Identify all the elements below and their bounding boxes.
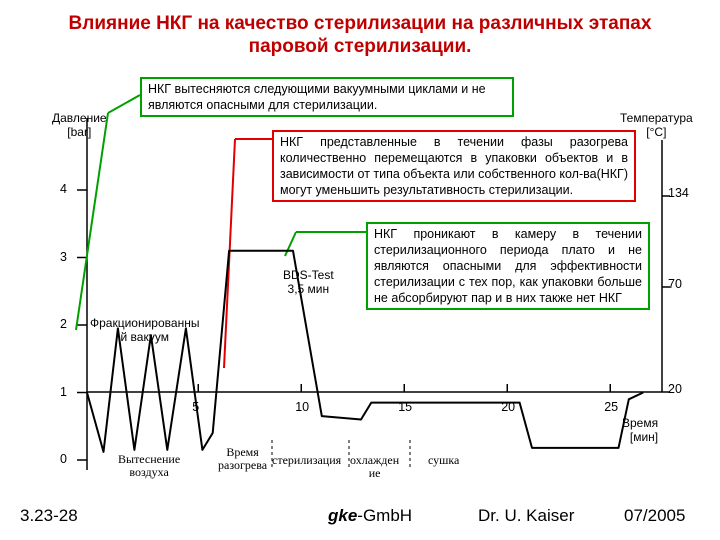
fractional-vacuum-label: Фракционированны й вакуум [90,316,200,344]
green-pointer-line-top [108,95,140,113]
y-right-tick-label-70: 70 [668,277,682,291]
title-line-2: паровой стерилизации. [248,36,472,57]
bds-test-duration: 3,5 мин [287,282,330,296]
green-pointer-line-right [285,232,296,256]
slide-code: 3.23-28 [20,506,78,525]
green-pointer-line [76,113,108,330]
slide-date: 07/2005 [624,506,686,525]
x-tick-label-20: 20 [501,400,516,414]
bds-test-label [283,268,334,296]
y-ticks-right [662,196,670,392]
author-name: Dr. U. Kaiser [478,506,575,525]
company-name-rest: -GmbH [357,506,413,525]
y-left-tick-label-3: 3 [60,249,67,264]
y-right-tick-label-20: 20 [668,382,682,396]
callout-right: НКГ проникают в камеру в течении стерилизационного периода плато и не являются опасными для эффективности стерилизации с тех пор, как упаковки больше не абсорбируют пар и в них также нет НКГ [366,222,650,310]
company-name [328,506,412,526]
phase-heating: Время разогрева [218,445,268,472]
x-tick-label-15: 15 [398,400,413,414]
company-name-italic: gke [328,506,358,525]
callout-top: НКГ вытесняются следующими вакуумными циклами и не являются опасными для стерилизации. [140,77,514,117]
x-axis-label: Время [мин] [622,416,659,444]
y-left-tick-label-2: 2 [60,317,67,331]
phase-sterilization: стерилизация [272,453,342,467]
y-axis-right-label: Температура [°C] [620,111,693,139]
bds-test-name: BDS-Test [283,268,334,282]
x-tick-label-25: 25 [604,400,619,414]
phase-drying: сушка [428,453,460,467]
x-tick-label-5: 5 [192,400,200,414]
y-ticks-left [77,190,87,460]
phase-air-removal: Вытеснение воздуха [118,452,181,479]
y-left-tick-label-1: 1 [60,384,67,399]
y-axis-left-label: Давление [bar] [52,111,107,139]
phase-cooling: охлажден ие [350,453,400,480]
y-left-tick-label-4: 4 [60,182,67,196]
y-left-tick-label-0: 0 [60,452,67,466]
title-line-1: Влияние НКГ на качество стерилизации на различных этапах [68,13,652,34]
x-tick-label-10: 10 [295,400,310,414]
y-right-tick-label-134: 134 [668,186,689,200]
callout-middle: НКГ представленные в течении фазы разогрева количественно перемещаются в упаковки объектов и в зависимости от типа объекта или собственного кол-ва(НКГ) могут уменьшить результативность стерилизации. [272,130,636,202]
x-ticks [198,384,610,392]
